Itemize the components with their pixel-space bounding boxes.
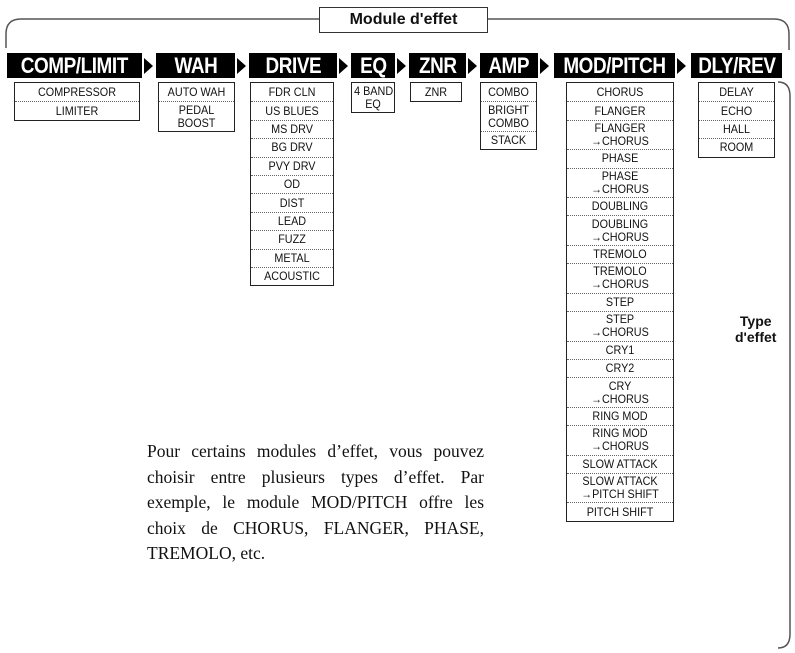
effect-type-item: CRY →CHORUS <box>567 377 673 406</box>
effect-type-item: OD <box>251 175 333 193</box>
effect-type-item: FUZZ <box>251 230 333 248</box>
module-name: WAH <box>174 52 217 78</box>
effect-type-item: DOUBLING <box>567 197 673 215</box>
type-list <box>351 82 395 113</box>
module-header-mod-pitch <box>554 53 675 78</box>
module-header-znr <box>409 53 466 78</box>
effect-type-item: SLOW ATTACK →PITCH SHIFT <box>567 473 673 502</box>
effect-type-item: LIMITER <box>15 101 139 119</box>
effect-type-item: DELAY <box>719 84 754 99</box>
module-header-wah <box>156 53 235 78</box>
effect-type-item: SLOW ATTACK <box>567 455 673 473</box>
type-list <box>566 82 674 522</box>
effect-type-item: RING MOD <box>567 407 673 425</box>
type-list <box>698 82 775 158</box>
effect-type-item: TREMOLO <box>567 245 673 263</box>
effect-type-item: TREMOLO →CHORUS <box>567 263 673 292</box>
module-name: COMP/LIMIT <box>20 52 129 78</box>
module-name: MOD/PITCH <box>563 52 666 78</box>
module-name: ZNR <box>418 52 457 78</box>
type-list <box>250 82 334 286</box>
flow-arrow-icon <box>468 58 477 74</box>
type-label-line1: Type <box>739 313 772 329</box>
effect-type-item: CHORUS <box>596 84 644 99</box>
effect-type-item: DIST <box>251 193 333 211</box>
flow-arrow-icon <box>237 58 246 74</box>
module-header-dly-rev <box>691 53 782 78</box>
effect-type-item: BG DRV <box>251 138 333 156</box>
type-list <box>158 82 235 132</box>
type-effect-label <box>735 313 776 345</box>
type-list <box>480 82 537 150</box>
effect-type-item: ACOUSTIC <box>251 267 333 285</box>
effect-type-item: ECHO <box>699 101 774 119</box>
effect-type-item: COMBO <box>488 84 529 99</box>
module-header-drive <box>249 53 337 78</box>
effect-type-item: BRIGHT COMBO <box>481 101 536 130</box>
explanation-paragraph: Pour certains modules d’effet, vous pouvez choisir entre plusieurs types d’effet. Par exemple, le module MOD/PITCH offre les choix de CHORUS, FLANGER, PHASE, TREMOLO, etc. <box>147 441 484 563</box>
effect-type-item: PHASE <box>567 149 673 167</box>
effect-type-item: METAL <box>251 249 333 267</box>
effect-type-item: STEP <box>567 293 673 311</box>
flow-arrow-icon <box>339 58 348 74</box>
effect-type-item: HALL <box>699 120 774 138</box>
effect-type-item: CRY1 <box>567 341 673 359</box>
effect-type-item: US BLUES <box>251 101 333 119</box>
effect-type-item: DOUBLING →CHORUS <box>567 215 673 244</box>
effect-type-item: LEAD <box>251 212 333 230</box>
effect-type-item: PHASE →CHORUS <box>567 168 673 197</box>
effect-type-item: FLANGER <box>567 101 673 119</box>
effect-type-item: PVY DRV <box>251 157 333 175</box>
type-list <box>410 82 462 102</box>
module-name: DLY/REV <box>697 52 776 78</box>
type-list <box>14 82 140 121</box>
effect-type-item: PEDAL BOOST <box>159 101 234 130</box>
effect-type-item: 4 BAND EQ <box>354 83 394 111</box>
effect-type-item: ZNR <box>424 84 448 99</box>
module-header-comp-limit <box>7 53 142 78</box>
flow-arrow-icon <box>677 58 686 74</box>
module-name: DRIVE <box>265 52 321 78</box>
effect-type-item: MS DRV <box>251 120 333 138</box>
effect-type-item: AUTO WAH <box>167 84 226 99</box>
module-header-eq <box>351 53 395 78</box>
effect-type-item: COMPRESSOR <box>37 84 117 99</box>
module-header-amp <box>480 53 538 78</box>
effect-type-item: STACK <box>481 131 536 149</box>
effect-type-item: FLANGER →CHORUS <box>567 120 673 149</box>
module-name: EQ <box>359 52 387 78</box>
effect-type-item: CRY2 <box>567 359 673 377</box>
type-label-line2: d'effet <box>735 329 777 345</box>
module-title: Module d'effet <box>319 7 488 33</box>
effect-type-item: PITCH SHIFT <box>567 502 673 520</box>
flow-arrow-icon <box>540 58 549 74</box>
flow-arrow-icon <box>397 58 406 74</box>
effect-type-item: ROOM <box>699 138 774 156</box>
flow-arrow-icon <box>144 58 153 74</box>
module-name: AMP <box>488 52 530 78</box>
effect-type-item: STEP →CHORUS <box>567 311 673 340</box>
effect-type-item: RING MOD →CHORUS <box>567 425 673 454</box>
effect-type-item: FDR CLN <box>268 84 316 99</box>
